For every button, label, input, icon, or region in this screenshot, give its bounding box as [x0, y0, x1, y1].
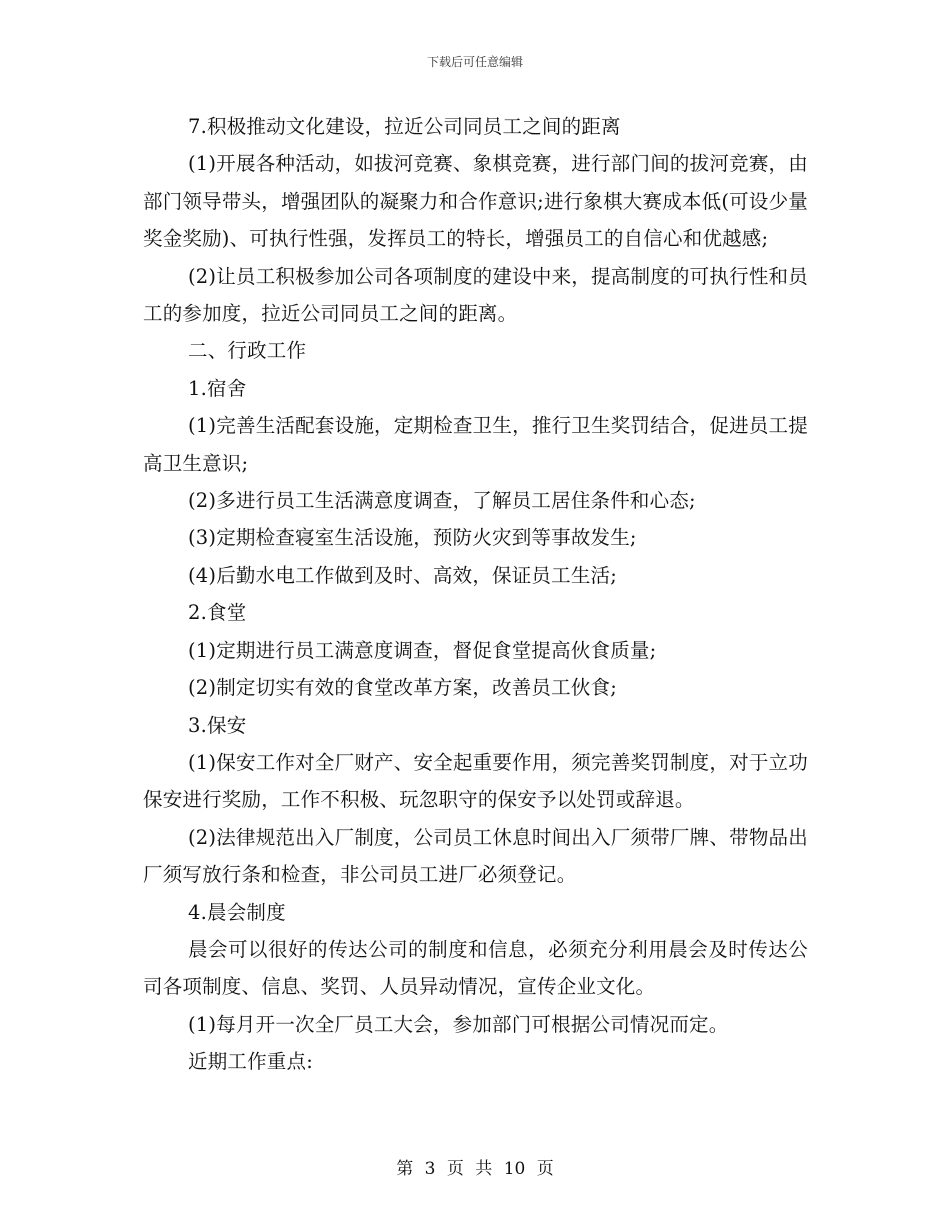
paragraph: (1)定期进行员工满意度调查，督促食堂提高伙食质量;	[188, 638, 657, 662]
paragraph: (4)后勤水电工作做到及时、高效，保证员工生活;	[188, 563, 617, 587]
paragraph: (2)让员工积极参加公司各项制度的建设中来，提高制度的可执行性和员工的参加度，拉近公司同员工之间的距离。	[143, 264, 808, 326]
subsection-heading: 4.晨会制度	[188, 900, 286, 924]
paragraph: (3)定期检查寝室生活设施，预防火灾到等事故发生;	[188, 526, 637, 550]
subsection-heading: 1.宿舍	[188, 376, 247, 400]
paragraph: (2)法律规范出入厂制度，公司员工休息时间出入厂须带厂牌、带物品出厂须写放行条和检查，非公司员工进厂必须登记。	[143, 825, 808, 887]
paragraph: (2)多进行员工生活满意度调查，了解员工居住条件和心态;	[188, 489, 696, 513]
paragraph: (2)制定切实有效的食堂改革方案，改善员工伙食;	[188, 676, 617, 700]
paragraph: 晨会可以很好的传达公司的制度和信息，必须充分利用晨会及时传达公司各项制度、信息、奖罚、人员异动情况，宣传企业文化。	[143, 937, 808, 999]
paragraph: (1)保安工作对全厂财产、安全起重要作用，须完善奖罚制度，对于立功保安进行奖励，工作不积极、玩忽职守的保安予以处罚或辞退。	[143, 750, 808, 812]
page-number: 第 3 页 共 10 页	[396, 1159, 554, 1179]
page-header-note: 下载后可任意编辑	[426, 55, 523, 69]
paragraph: (1)完善生活配套设施，定期检查卫生，推行卫生奖罚结合，促进员工提高卫生意识;	[143, 414, 808, 475]
subsection-heading: 2.食堂	[188, 601, 247, 625]
paragraph: (1)开展各种活动，如拔河竞赛、象棋竞赛，进行部门间的拔河竞赛，由部门领导带头，增强团队的凝聚力和合作意识;进行象棋大赛成本低(可设少量奖金奖励)、可执行性强，发挥员工的特长，增强员工的自信心和优越感;	[143, 152, 808, 251]
paragraph: 7.积极推动文化建设，拉近公司同员工之间的距离	[188, 115, 621, 138]
document-body	[143, 108, 808, 1081]
section-heading: 二、行政工作	[188, 339, 307, 363]
paragraph: (1)每月开一次全厂员工大会，参加部门可根据公司情况而定。	[188, 1012, 729, 1036]
paragraph: 近期工作重点:	[188, 1050, 313, 1074]
subsection-heading: 3.保安	[188, 713, 247, 737]
